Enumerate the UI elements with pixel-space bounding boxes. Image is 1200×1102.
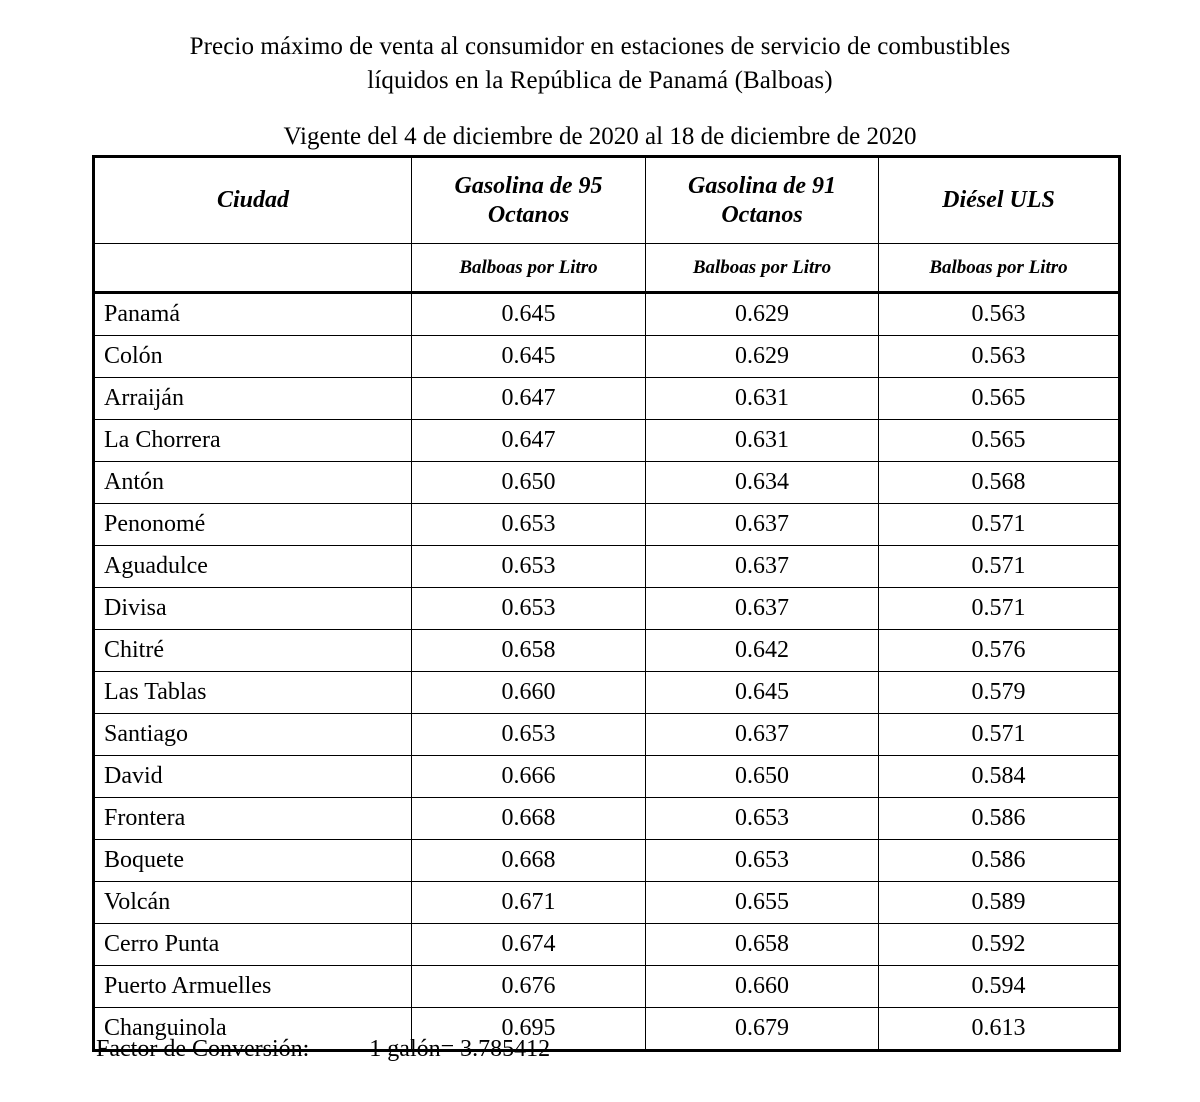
document-subtitle: [100, 121, 1100, 152]
table-row: [94, 378, 1120, 420]
cell-city: Aguadulce: [94, 546, 412, 588]
cell-city: Arraiján: [94, 378, 412, 420]
cell-diesel: 0.565: [879, 378, 1120, 420]
cell-diesel: 0.563: [879, 336, 1120, 378]
cell-city: Penonomé: [94, 504, 412, 546]
cell-city: Panamá: [94, 293, 412, 336]
conversion-factor-note: [96, 1036, 1096, 1063]
cell-g95: 0.666: [412, 756, 646, 798]
cell-g95: 0.650: [412, 462, 646, 504]
cell-g95: 0.653: [412, 546, 646, 588]
unit-cell-diesel: Balboas por Litro: [879, 244, 1120, 293]
table-row: [94, 420, 1120, 462]
cell-diesel: 0.592: [879, 924, 1120, 966]
table-row: [94, 293, 1120, 336]
cell-diesel: 0.589: [879, 882, 1120, 924]
table-row: [94, 462, 1120, 504]
unit-cell-gasolina-95: Balboas por Litro: [412, 244, 646, 293]
cell-g95: 0.653: [412, 714, 646, 756]
header-row-units: [94, 244, 1120, 293]
cell-diesel: 0.563: [879, 293, 1120, 336]
cell-g91: 0.653: [646, 840, 879, 882]
cell-city: Divisa: [94, 588, 412, 630]
cell-g95: 0.668: [412, 840, 646, 882]
cell-city: Chitré: [94, 630, 412, 672]
cell-g95: 0.660: [412, 672, 646, 714]
cell-diesel: 0.571: [879, 504, 1120, 546]
cell-diesel: 0.565: [879, 420, 1120, 462]
cell-g91: 0.642: [646, 630, 879, 672]
cell-g91: 0.660: [646, 966, 879, 1008]
table-row: [94, 336, 1120, 378]
cell-city: Colón: [94, 336, 412, 378]
cell-g95: 0.671: [412, 882, 646, 924]
cell-diesel: 0.586: [879, 840, 1120, 882]
cell-diesel: 0.571: [879, 714, 1120, 756]
title-line-2: líquidos en la República de Panamá (Balboas): [367, 67, 833, 94]
cell-g91: 0.637: [646, 714, 879, 756]
cell-g91: 0.637: [646, 504, 879, 546]
cell-city: Frontera: [94, 798, 412, 840]
column-header-diesel-uls: Diésel ULS: [879, 157, 1120, 244]
header-row-main: [94, 157, 1120, 244]
conversion-factor-value: 1 galón= 3.785412: [369, 1036, 551, 1062]
column-header-gasolina-91: Gasolina de 91 Octanos: [646, 157, 879, 244]
table-row: [94, 504, 1120, 546]
cell-g91: 0.629: [646, 293, 879, 336]
table-row: [94, 798, 1120, 840]
cell-g95: 0.645: [412, 293, 646, 336]
cell-city: David: [94, 756, 412, 798]
fuel-price-table: [92, 155, 1121, 1052]
cell-g91: 0.637: [646, 588, 879, 630]
cell-g91: 0.629: [646, 336, 879, 378]
unit-cell-gasolina-91: Balboas por Litro: [646, 244, 879, 293]
cell-city: Volcán: [94, 882, 412, 924]
document-title: [100, 30, 1100, 98]
cell-city: Santiago: [94, 714, 412, 756]
cell-city: Boquete: [94, 840, 412, 882]
table-row: [94, 588, 1120, 630]
cell-g95: 0.668: [412, 798, 646, 840]
conversion-factor-label: Factor de Conversión:: [96, 1036, 310, 1062]
column-header-city: Ciudad: [94, 157, 412, 244]
cell-g91: 0.650: [646, 756, 879, 798]
cell-diesel: 0.571: [879, 588, 1120, 630]
title-line-1: Precio máximo de venta al consumidor en estaciones de servicio de combustibles: [189, 33, 1011, 60]
cell-g91: 0.631: [646, 378, 879, 420]
cell-diesel: 0.579: [879, 672, 1120, 714]
cell-city: Antón: [94, 462, 412, 504]
cell-g91: 0.679: [646, 1008, 879, 1051]
cell-diesel: 0.613: [879, 1008, 1120, 1051]
cell-g91: 0.653: [646, 798, 879, 840]
cell-g91: 0.634: [646, 462, 879, 504]
column-header-gasolina-95: Gasolina de 95 Octanos: [412, 157, 646, 244]
cell-diesel: 0.586: [879, 798, 1120, 840]
cell-city: Changuinola: [94, 1008, 412, 1051]
cell-g95: 0.645: [412, 336, 646, 378]
cell-diesel: 0.594: [879, 966, 1120, 1008]
cell-g91: 0.637: [646, 546, 879, 588]
cell-g91: 0.631: [646, 420, 879, 462]
cell-g91: 0.655: [646, 882, 879, 924]
cell-diesel: 0.571: [879, 546, 1120, 588]
cell-diesel: 0.584: [879, 756, 1120, 798]
table-row: [94, 966, 1120, 1008]
table-row: [94, 630, 1120, 672]
cell-g95: 0.647: [412, 420, 646, 462]
table-row: [94, 546, 1120, 588]
cell-g95: 0.653: [412, 588, 646, 630]
unit-cell-city: [94, 244, 412, 293]
cell-city: Las Tablas: [94, 672, 412, 714]
price-table-container: [92, 155, 1118, 1052]
table-row: [94, 882, 1120, 924]
cell-g95: 0.647: [412, 378, 646, 420]
table-row: [94, 714, 1120, 756]
cell-g95: 0.658: [412, 630, 646, 672]
cell-g95: 0.674: [412, 924, 646, 966]
table-row: [94, 924, 1120, 966]
cell-city: Cerro Punta: [94, 924, 412, 966]
cell-g91: 0.658: [646, 924, 879, 966]
cell-city: La Chorrera: [94, 420, 412, 462]
cell-diesel: 0.576: [879, 630, 1120, 672]
table-body: [94, 293, 1120, 1051]
cell-g95: 0.676: [412, 966, 646, 1008]
cell-diesel: 0.568: [879, 462, 1120, 504]
table-row: [94, 756, 1120, 798]
cell-g91: 0.645: [646, 672, 879, 714]
table-row: [94, 840, 1120, 882]
cell-city: Puerto Armuelles: [94, 966, 412, 1008]
table-head: [94, 157, 1120, 293]
table-row: [94, 672, 1120, 714]
cell-g95: 0.695: [412, 1008, 646, 1051]
cell-g95: 0.653: [412, 504, 646, 546]
validity-period: Vigente del 4 de diciembre de 2020 al 18 de diciembre de 2020: [283, 123, 917, 150]
